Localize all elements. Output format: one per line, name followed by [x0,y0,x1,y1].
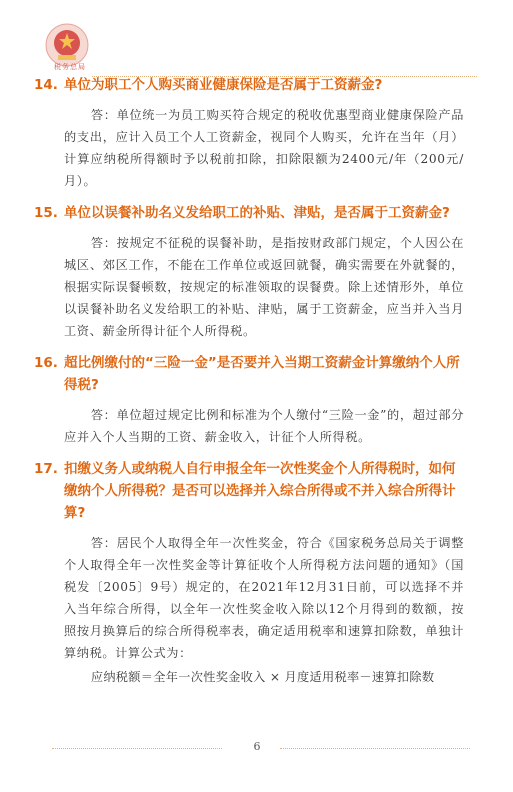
emblem-caption: 税务总局 [54,63,86,71]
page-number: 6 [253,740,261,753]
tax-formula: 应纳税额＝全年一次性奖金收入 × 月度适用税率－速算扣除数 [90,670,435,684]
answer-text: 答：单位超过规定比例和标准为个人缴付“三险一金”的，超过部分应并入个人当期的工资、薪金收入，计征个人所得税。 [64,408,464,444]
qa-content [34,74,464,688]
question-number: 14. [34,77,58,93]
question-text: 单位为职工个人购买商业健康保险是否属于工资薪金? [64,77,383,93]
question-heading [34,352,464,396]
answer-text: 答：单位统一为员工购买符合规定的税收优惠型商业健康保险产品的支出，应计入员工个人工资薪金，视同个人购买，允许在当年（月）计算应纳税所得额时予以税前扣除，扣除限额为2400元/年（200元/月）。 [64,108,464,188]
question-text: 超比例缴付的“三险一金”是否要并入当期工资薪金计算缴纳个人所得税? [64,355,460,393]
footer-divider-left [52,748,222,749]
question-heading [34,74,464,96]
answer-text: 答：居民个人取得全年一次性奖金，符合《国家税务总局关于调整个人取得全年一次性奖金等计算征收个人所得税方法问题的通知》（国税发〔2005〕9号）规定的，在2021年12月31日前，可以选择不并入当年综合所得，以全年一次性奖金收入除以12个月得到的数额，按照按月换算后的综合所得税率表，确定适用税率和速算扣除数，单独计算纳税。计算公式为： [64,536,464,660]
question-text: 扣缴义务人或纳税人自行申报全年一次性奖金个人所得税时，如何缴纳个人所得税？是否可以选择并入综合所得或不并入综合所得计算? [64,461,456,521]
question-number: 15. [34,205,58,221]
answer-text: 答：按规定不征税的误餐补助，是指按财政部门规定，个人因公在城区、郊区工作，不能在工作单位或返回就餐，确实需要在外就餐的，根据实际误餐顿数，按规定的标准领取的误餐费。除上述情形外，单位以误餐补助名义发给职工的补贴、津贴，属于工资薪金，应当并入当月工资、薪金所得计征个人所得税。 [64,236,464,338]
footer-divider-right [280,748,470,749]
question-heading [34,202,464,224]
question-text: 单位以误餐补助名义发给职工的补贴、津贴，是否属于工资薪金? [64,205,450,221]
question-number: 16. [34,355,58,371]
question-heading [34,458,464,524]
question-number: 17. [34,461,58,477]
